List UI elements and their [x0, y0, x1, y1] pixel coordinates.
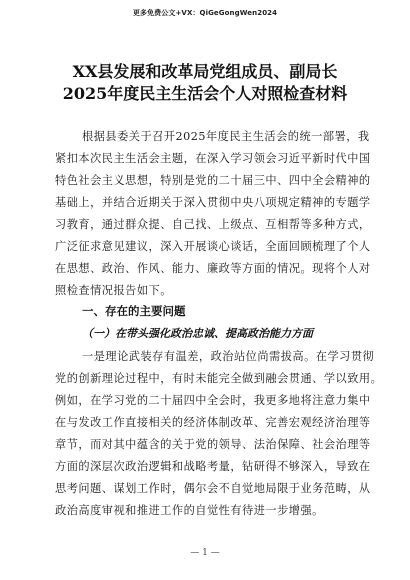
subsection-heading: （一）在带头强化政治忠诚、提高政治能力方面 — [82, 327, 313, 340]
intro-line: 在思想、政治、作风、能力、廉政等方面的情况。现将个人对 — [55, 262, 371, 275]
paragraph-line: 方面的深层次政治逻辑和战略考量，钻研得不够深入，导致在 — [55, 460, 371, 473]
paragraph-line: 党的创新理论过程中，有时未能完全做到融会贯通、学以致用。 — [55, 372, 383, 385]
banner-text: 更多免费公文+VX：QiGeGongWen2024 — [132, 9, 278, 17]
intro-line: 习教育，通过群众提、自己找、上级点、互相帮等多种方式， — [55, 218, 371, 231]
paragraph-line: 章节，而对其中蕴含的关于党的领导、法治保障、社会治理等 — [55, 438, 371, 451]
top-banner — [0, 0, 410, 26]
intro-line: 特色社会主义思想，特别是党的二十届三中、四中全会精神的 — [55, 174, 371, 187]
paragraph-line: 政治高度审视和推进工作的自觉性有待进一步增强。 — [55, 504, 324, 517]
intro-line: 基础上，并结合近期关于深入贯彻中央八项规定精神的专题学 — [55, 196, 371, 209]
paragraph-line: 一是理论武装存有温差，政治站位尚需拔高。在学习贯彻 — [82, 350, 375, 363]
document-title-line-1: XX县发展和改革局党组成员、副局长 — [72, 62, 338, 81]
section-heading: 一、存在的主要问题 — [82, 304, 186, 318]
paragraph-line: 例如，在学习党的二十届四中全会时，我更多地将注意力集中 — [55, 394, 371, 407]
paragraph-line: 思考问题、谋划工作时，偶尔会不自觉地局限于业务范畴，从 — [55, 482, 371, 495]
intro-line: 照检查情况报告如下。 — [55, 284, 172, 297]
page-number: — 1 — — [190, 548, 220, 558]
intro-line: 广泛征求意见建议，深入开展谈心谈话，全面回顾梳理了个人 — [55, 240, 371, 253]
paragraph-line: 在与发改工作直接相关的经济体制改革、完善宏观经济治理等 — [55, 416, 371, 429]
intro-line: 根据县委关于召开2025年度民主生活会的统一部署，我 — [82, 130, 370, 143]
intro-line: 紧扣本次民主生活会主题，在深入学习领会习近平新时代中国 — [55, 152, 371, 165]
document-title-line-2: 2025年度民主生活会个人对照检查材料 — [62, 84, 348, 103]
